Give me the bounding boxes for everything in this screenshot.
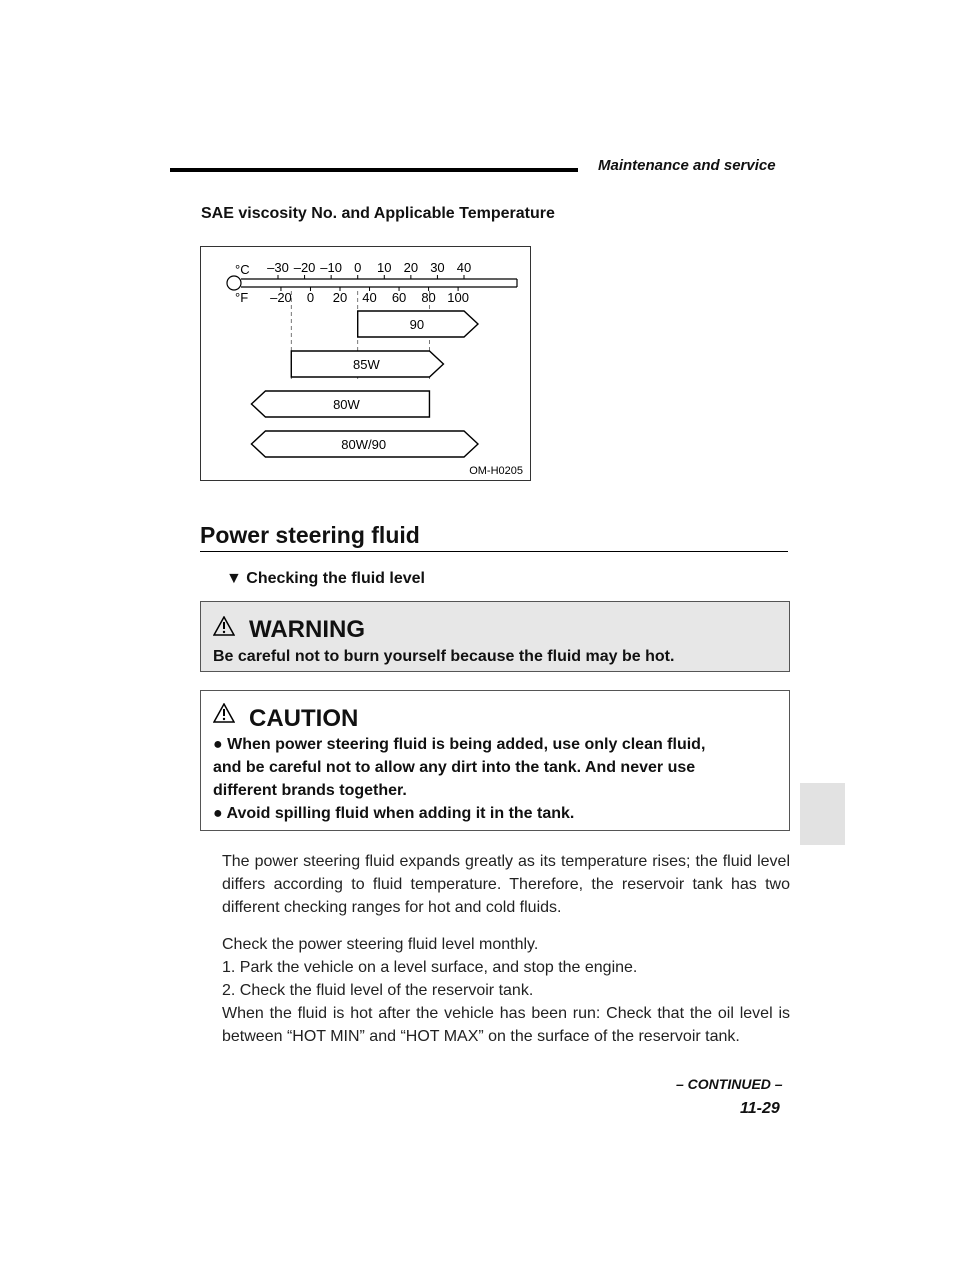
viscosity-chart-svg bbox=[201, 247, 530, 480]
header-title: Maintenance and service bbox=[598, 157, 776, 174]
figure-title: SAE viscosity No. and Applicable Temperature bbox=[201, 205, 555, 222]
section-rule bbox=[200, 551, 788, 552]
celsius-tick-label: 30 bbox=[430, 260, 445, 275]
body-paragraph: When the fluid is hot after the vehicle has been run: Check that the oil level is between “HOT MIN” and “HOT MAX” on the surface of the reservoir tank. bbox=[222, 1005, 790, 1045]
fahrenheit-tick-label: –20 bbox=[270, 290, 292, 305]
fahrenheit-tick-label: 100 bbox=[447, 290, 469, 305]
page-number: 11-29 bbox=[740, 1100, 780, 1117]
caution-triangle-icon bbox=[213, 703, 235, 723]
thermometer-scale bbox=[227, 276, 517, 290]
section-title: Power steering fluid bbox=[200, 522, 420, 548]
celsius-tick-label: –10 bbox=[320, 260, 342, 275]
header-rule bbox=[170, 168, 578, 172]
warning-heading: WARNING bbox=[249, 616, 365, 643]
fahrenheit-tick-label: 80 bbox=[421, 290, 436, 305]
subsection-title: ▼ Checking the fluid level bbox=[226, 570, 425, 587]
body-line: Check the power steering fluid level monthly. bbox=[222, 936, 539, 953]
fahrenheit-tick-label: 40 bbox=[362, 290, 377, 305]
body-paragraph: The power steering fluid expands greatly as its temperature rises; the fluid level differs according to fluid temperature. Therefore, the reservoir tank has two different checking ranges for hot and cold fluids. bbox=[222, 853, 790, 916]
caution-heading: CAUTION bbox=[249, 705, 359, 732]
warning-box bbox=[200, 601, 790, 672]
fahrenheit-tick-label: 60 bbox=[391, 290, 407, 305]
range-bar-label: 80W/90 bbox=[341, 437, 387, 452]
range-bar-label: 85W bbox=[353, 357, 380, 372]
celsius-tick-label: 20 bbox=[403, 260, 419, 275]
viscosity-chart bbox=[200, 246, 531, 481]
warning-text: Be careful not to burn yourself because the fluid may be hot. bbox=[213, 648, 675, 665]
celsius-tick-label: 10 bbox=[377, 260, 392, 275]
celsius-tick-label: 40 bbox=[456, 260, 472, 275]
figure-code: OM-H0205 bbox=[469, 465, 523, 477]
warning-triangle-icon bbox=[213, 616, 235, 636]
celsius-tick-label: –20 bbox=[293, 260, 316, 275]
celsius-tick-label: 0 bbox=[354, 260, 362, 275]
fahrenheit-tick-label: 0 bbox=[306, 290, 315, 305]
continued-marker: – CONTINUED – bbox=[676, 1076, 783, 1092]
fahrenheit-tick-label: 20 bbox=[332, 290, 348, 305]
celsius-unit: °C bbox=[235, 262, 250, 277]
caution-line: ● When power steering fluid is being added, use only clean fluid, bbox=[213, 736, 706, 753]
caution-box bbox=[200, 690, 790, 831]
celsius-tick-label: –30 bbox=[267, 260, 289, 275]
body-step: 1. Park the vehicle on a level surface, and stop the engine. bbox=[222, 959, 638, 976]
fahrenheit-unit: °F bbox=[235, 290, 249, 305]
range-bar-label: 80W bbox=[333, 397, 360, 412]
thermometer-bulb bbox=[227, 276, 241, 290]
caution-line: different brands together. bbox=[213, 782, 407, 799]
caution-line: ● Avoid spilling fluid when adding it in the tank. bbox=[213, 805, 575, 822]
chapter-thumb-tab bbox=[800, 783, 845, 845]
range-bar-label: 90 bbox=[409, 317, 425, 332]
body-step: 2. Check the fluid level of the reservoir tank. bbox=[222, 982, 534, 999]
caution-line: and be careful not to allow any dirt into the tank. And never use bbox=[213, 759, 696, 776]
